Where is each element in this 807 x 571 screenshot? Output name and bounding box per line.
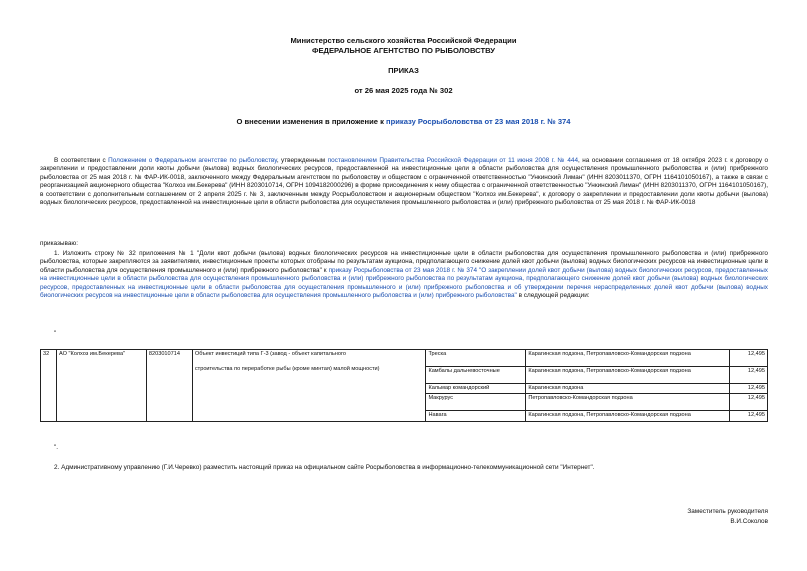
object-line-2: строительства по переработке рыбы (кроме минтая) малой мощности)	[194, 366, 380, 373]
preamble-text-1: В соответствии с	[54, 157, 109, 164]
area-cell: Карагинская подзона, Петропавловско-Командорская подзона	[526, 367, 730, 384]
investment-object-cell	[192, 350, 426, 422]
area-cell: Карагинская подзона, Петропавловско-Командорская подзона	[526, 411, 730, 421]
document-type: ПРИКАЗ	[388, 66, 419, 75]
row-number-cell: 32	[41, 350, 57, 422]
quote-close: ".	[54, 444, 59, 451]
share-cell: 12,495	[730, 350, 768, 367]
table-row	[41, 350, 768, 367]
signature-name: В.И.Соколов	[730, 518, 768, 525]
share-cell: 12,495	[730, 394, 768, 411]
quota-table	[40, 349, 768, 422]
item-1-paragraph	[40, 250, 768, 300]
species-cell: Треска	[426, 350, 526, 367]
preamble-paragraph	[40, 157, 768, 207]
inn-cell: 8203010714	[146, 350, 192, 422]
species-cell: Макрурус	[426, 394, 526, 411]
share-cell: 12,495	[730, 384, 768, 394]
document-subject	[0, 117, 807, 127]
order-word: приказываю:	[40, 240, 78, 247]
document-date: от 26 мая 2025 года № 302	[354, 86, 453, 95]
order-374-link[interactable]: приказу Росрыболовства от 23 мая 2018 г. № 374 "О закреплении долей квот добычи (вылова) водных биологических ресурсов, предоставленных на инвестиционные цели в области рыболовства для осуществления промышленного рыболовства и (или) прибрежного рыболовства по результатам аукциона, предполагающего снижение долей квот добычи (вылова) водных биологических ресурсов, предоставленных на инвестиционные цели в области рыболовства для осуществления промышленного и (или) прибрежного рыболовства и об утверждении перечня нераспределенных долей квот добычи (вылова) водных биологических ресурсов на инвестиционные цели в области рыболовства для осуществления промышленного рыболовства и (или) прибрежного рыболовства"	[40, 266, 768, 300]
species-cell: Камбалы дальневосточные	[426, 367, 526, 384]
agency-name: ФЕДЕРАЛЬНОЕ АГЕНТСТВО ПО РЫБОЛОВСТВУ	[312, 46, 495, 55]
species-cell: Навага	[426, 411, 526, 421]
object-line-1: Объект инвестиций типа Г-3 (завод - объект капитального	[194, 351, 346, 357]
area-cell: Карагинская подзона	[526, 384, 730, 394]
share-cell: 12,495	[730, 411, 768, 421]
item-2-paragraph: 2. Административному управлению (Г.И.Черевко) разместить настоящий приказ на официальном сайте Росрыболовства в информационно-телекоммуникационной сети "Интернет".	[54, 464, 595, 471]
area-cell: Петропавловско-Командорская подзона	[526, 394, 730, 411]
regulation-link[interactable]: Положением о Федеральном агентстве по рыболовству	[108, 157, 277, 164]
species-cell: Кальмар командорский	[426, 384, 526, 394]
signature-title: Заместитель руководителя	[687, 508, 768, 515]
company-cell: АО "Колхоз им.Бекерева"	[56, 350, 146, 422]
share-cell: 12,495	[730, 367, 768, 384]
item-1-text-2: в следующей редакции:	[516, 292, 590, 300]
subject-prefix: О внесении изменения в приложение к	[236, 117, 386, 126]
ministry-name: Министерство сельского хозяйства Российской Федерации	[290, 36, 517, 45]
preamble-text-2: , утвержденным	[276, 157, 328, 164]
preamble-text-3: , на основании соглашения от 18 октября 2023 г. к договору о закреплении и предоставлении доли квоты добычи (вылова) водных биологических ресурсов, предоставленной на инвестиционные цели в области рыболовства для осуществления промышленного рыболовства и (или) прибрежного рыболовства от 25 мая 2018 г. № ФАР-ИК-0018, заключенного между Федеральным агентством по рыболовству и обществом с ограниченной ответственностью "Ункинский Лиман" (ИНН 8203011370, ОГРН 1164101050167), а также в связи с реорганизацией акционерного общества "Колхоз им.Бекерева" (ИНН 8203010714, ОГРН 1094182000296) в форме присоединения к нему общества с ограниченной ответственностью "Ункинский Лиман" (ИНН 8203011370, ОГРН 1164101050167), в соответствии с дополнительным соглашением от 2 апреля 2025 г. № 3, заключенным между Росрыболовством и акционерным обществом "Колхоз им.Бекерева", к договору о закреплении и предоставлении доли квоты добычи (вылова) водных биологических ресурсов, предоставленной на инвестиционные цели в области рыболовства для осуществления промышленного рыболовства и (или) прибрежного рыболовства от 25 мая 2018 г. № ФАР-ИК-0018	[40, 157, 769, 207]
item-1-text-1: 1. Изложить строку № 32 приложения № 1 "Доли квот добычи (вылова) водных биологических ресурсов на инвестиционные цели в области рыболовства для осуществления промышленного рыболовства и (или) прибрежного рыболовства, которые закрепляются за заявителями, инвестиционные проекты которых отобраны по результатам аукциона, предполагающего снижение долей квот добычи (вылова) водных биологических ресурсов на инвестиционные цели в области рыболовства для осуществления промышленного и (или) прибрежного рыболовства" к	[40, 250, 768, 274]
government-decree-link[interactable]: постановлением Правительства Российской Федерации от 11 июня 2008 г. № 444	[327, 157, 579, 164]
subject-order-link[interactable]: приказу Росрыболовства от 23 мая 2018 г. № 374	[386, 117, 571, 126]
quote-open: "	[54, 330, 57, 337]
area-cell: Карагинская подзона, Петропавловско-Командорская подзона	[526, 350, 730, 367]
